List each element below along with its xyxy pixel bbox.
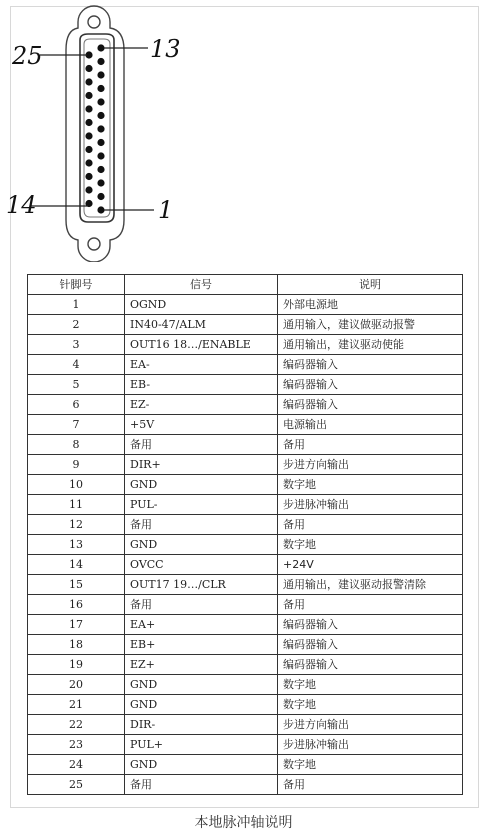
signal-cell: OVCC (125, 555, 278, 575)
pin-number-cell: 14 (28, 555, 125, 575)
pin-dot (85, 159, 92, 166)
signal-cell: GND (125, 695, 278, 715)
pin-number-cell: 6 (28, 395, 125, 415)
table-row (28, 775, 463, 795)
pin-dot (97, 125, 104, 132)
table-row (28, 495, 463, 515)
description-cell: 步进脉冲输出 (278, 495, 463, 515)
table-row (28, 635, 463, 655)
signal-cell: EA+ (125, 615, 278, 635)
table-row (28, 435, 463, 455)
header-pin-number: 针脚号 (28, 275, 125, 295)
pin-dot (97, 166, 104, 173)
description-cell: 通用输出，建议驱动使能 (278, 335, 463, 355)
pin-dot (85, 146, 92, 153)
description-cell: 数字地 (278, 475, 463, 495)
pin-dot (85, 92, 92, 99)
pin-dot (97, 98, 104, 105)
table-row (28, 315, 463, 335)
caption: 本地脉冲轴说明 (194, 815, 293, 831)
table-header-row (28, 275, 463, 295)
pin-dot (97, 44, 104, 51)
description-cell: 备用 (278, 515, 463, 535)
description-cell: 通用输入，建议做驱动报警 (278, 315, 463, 335)
table-row (28, 455, 463, 475)
pin-number-cell: 20 (28, 675, 125, 695)
pin-number-cell: 21 (28, 695, 125, 715)
signal-cell: 备用 (125, 435, 278, 455)
pin-table-body (28, 295, 463, 795)
table-row (28, 535, 463, 555)
pin-number-cell: 24 (28, 755, 125, 775)
signal-cell: OUT17 19…/CLR (125, 575, 278, 595)
pin-number-cell: 10 (28, 475, 125, 495)
pin-number-cell: 5 (28, 375, 125, 395)
description-cell: 数字地 (278, 535, 463, 555)
pin-number-cell: 23 (28, 735, 125, 755)
pin-number-cell: 8 (28, 435, 125, 455)
pin-dot (97, 112, 104, 119)
signal-cell: GND (125, 535, 278, 555)
pin-dot (97, 139, 104, 146)
description-cell: 步进方向输出 (278, 455, 463, 475)
description-cell: 编码器输入 (278, 355, 463, 375)
signal-cell: GND (125, 755, 278, 775)
description-cell: 数字地 (278, 695, 463, 715)
description-cell: 编码器输入 (278, 395, 463, 415)
pin-dot (85, 119, 92, 126)
signal-cell: 备用 (125, 595, 278, 615)
description-cell: 数字地 (278, 675, 463, 695)
header-description: 说明 (278, 275, 463, 295)
description-cell: 电源输出 (278, 415, 463, 435)
pin-number-cell: 13 (28, 535, 125, 555)
table-row (28, 355, 463, 375)
signal-cell: EB+ (125, 635, 278, 655)
table-row (28, 335, 463, 355)
connector-body (66, 6, 124, 262)
description-cell: 编码器输入 (278, 375, 463, 395)
table-row (28, 655, 463, 675)
signal-cell: IN40-47/ALM (125, 315, 278, 335)
signal-cell: PUL+ (125, 735, 278, 755)
description-cell: 外部电源地 (278, 295, 463, 315)
signal-cell: EA- (125, 355, 278, 375)
description-cell: 编码器输入 (278, 615, 463, 635)
pin-number-cell: 4 (28, 355, 125, 375)
table-row (28, 615, 463, 635)
table-row (28, 515, 463, 535)
signal-cell: OUT16 18…/ENABLE (125, 335, 278, 355)
pin-number-cell: 2 (28, 315, 125, 335)
description-cell: 备用 (278, 775, 463, 795)
description-cell: +24V (278, 555, 463, 575)
pin-dot (85, 132, 92, 139)
pin-number-cell: 25 (28, 775, 125, 795)
pin-number-cell: 22 (28, 715, 125, 735)
description-cell: 步进脉冲输出 (278, 735, 463, 755)
pin-dot (97, 58, 104, 65)
signal-cell: DIR+ (125, 455, 278, 475)
leader-lines (30, 48, 154, 210)
connector-drawing (0, 0, 487, 262)
signal-cell: OGND (125, 295, 278, 315)
pin-table (27, 274, 463, 795)
pin-number-cell: 12 (28, 515, 125, 535)
pin-dot (97, 85, 104, 92)
description-cell: 备用 (278, 435, 463, 455)
description-cell: 数字地 (278, 755, 463, 775)
signal-cell: 备用 (125, 775, 278, 795)
pin-number-cell: 11 (28, 495, 125, 515)
table-row (28, 715, 463, 735)
table-row (28, 675, 463, 695)
pin-dot (85, 186, 92, 193)
pin-number-cell: 18 (28, 635, 125, 655)
pin-1-label: 1 (158, 196, 174, 224)
pin-number-cell: 17 (28, 615, 125, 635)
signal-cell: GND (125, 675, 278, 695)
mounting-hole-bottom (88, 238, 100, 250)
description-cell: 通用输出，建议驱动报警清除 (278, 575, 463, 595)
pin-dot (97, 152, 104, 159)
pin-25-label: 25 (12, 42, 43, 70)
table-row (28, 395, 463, 415)
connector-pins (85, 44, 104, 213)
pin-number-cell: 9 (28, 455, 125, 475)
pin-dot (85, 173, 92, 180)
table-row (28, 415, 463, 435)
table-row (28, 735, 463, 755)
pin-number-cell: 3 (28, 335, 125, 355)
pin-dot (97, 193, 104, 200)
signal-cell: PUL- (125, 495, 278, 515)
table-row (28, 695, 463, 715)
table-row (28, 555, 463, 575)
pin-dot (85, 105, 92, 112)
pin-dot (85, 65, 92, 72)
pin-number-cell: 19 (28, 655, 125, 675)
pin-number-cell: 16 (28, 595, 125, 615)
db25-connector-diagram (0, 0, 487, 262)
table-row (28, 375, 463, 395)
table-row (28, 295, 463, 315)
pin-number-cell: 1 (28, 295, 125, 315)
signal-cell: EZ+ (125, 655, 278, 675)
pin-dot (85, 78, 92, 85)
signal-cell: EZ- (125, 395, 278, 415)
table-row (28, 595, 463, 615)
table-row (28, 755, 463, 775)
description-cell: 步进方向输出 (278, 715, 463, 735)
pin-dot (97, 179, 104, 186)
pin-number-cell: 15 (28, 575, 125, 595)
signal-cell: EB- (125, 375, 278, 395)
pin-dot (97, 206, 104, 213)
table-row (28, 475, 463, 495)
pin-14-label: 14 (6, 191, 37, 219)
signal-cell: DIR- (125, 715, 278, 735)
signal-cell: +5V (125, 415, 278, 435)
table-row (28, 575, 463, 595)
header-signal: 信号 (125, 275, 278, 295)
pin-number-cell: 7 (28, 415, 125, 435)
signal-cell: 备用 (125, 515, 278, 535)
pin-dot (97, 71, 104, 78)
signal-cell: GND (125, 475, 278, 495)
description-cell: 编码器输入 (278, 655, 463, 675)
description-cell: 备用 (278, 595, 463, 615)
description-cell: 编码器输入 (278, 635, 463, 655)
mounting-hole-top (88, 16, 100, 28)
pin-13-label: 13 (150, 35, 181, 63)
